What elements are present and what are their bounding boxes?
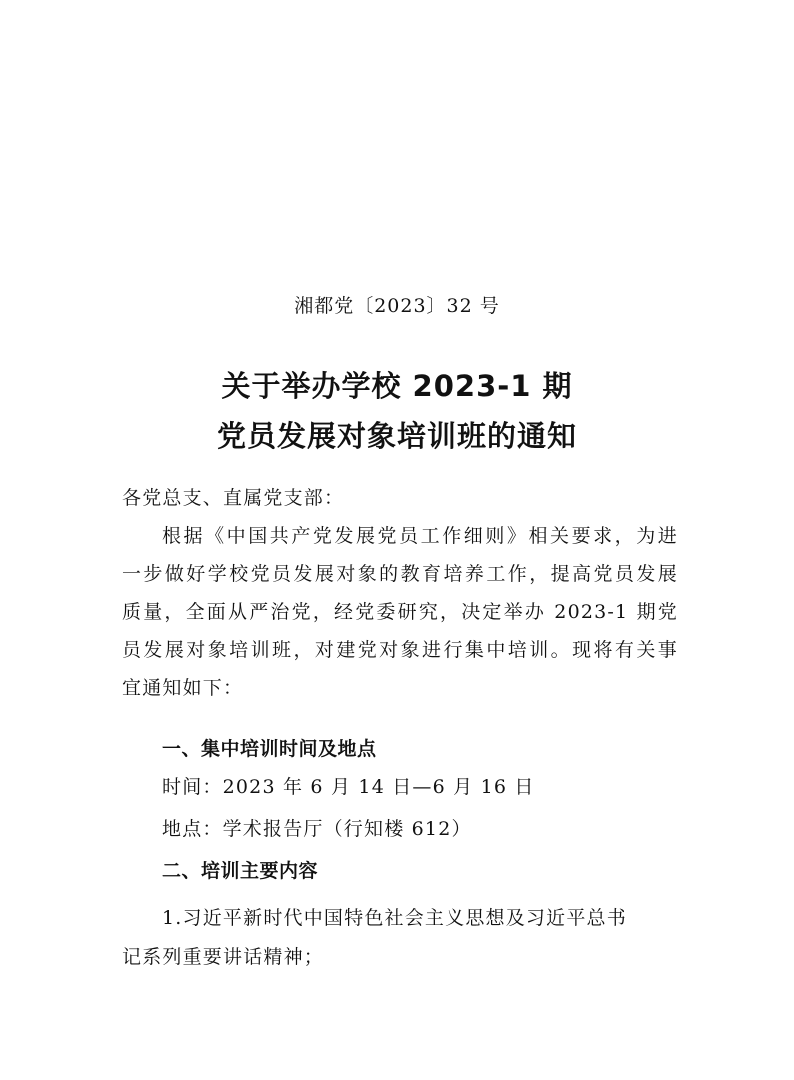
document-number: 湘都党〔2023〕32 号 <box>294 295 500 317</box>
content-item-1-line-1: 1.习近平新时代中国特色社会主义思想及习近平总书 <box>162 907 627 929</box>
training-time: 时间：2023 年 6 月 14 日—6 月 16 日 <box>162 776 535 798</box>
document-title-line-2: 党员发展对象培训班的通知 <box>216 419 577 453</box>
salutation: 各党总支、直属党支部： <box>122 487 345 509</box>
section-1-heading: 一、集中培训时间及地点 <box>162 738 377 760</box>
paragraph-1-line-2: 一步做好学校党员发展对象的教育培养工作，提高党员发展 <box>122 563 678 585</box>
section-2-heading: 二、培训主要内容 <box>162 860 319 882</box>
paragraph-1-line-4: 员发展对象培训班，对建党对象进行集中培训。现将有关事 <box>122 639 678 661</box>
paragraph-1-line-3: 质量，全面从严治党，经党委研究，决定举办 2023-1 期党 <box>122 601 678 623</box>
content-item-1-line-2: 记系列重要讲话精神； <box>122 946 325 968</box>
training-place: 地点：学术报告厅（行知楼 612） <box>162 818 472 840</box>
document-title-line-1: 关于举办学校 2023-1 期 <box>221 369 573 403</box>
paragraph-1-line-5: 宜通知如下： <box>122 677 244 699</box>
paragraph-1-line-1: 根据《中国共产党发展党员工作细则》相关要求，为进 <box>162 525 678 547</box>
